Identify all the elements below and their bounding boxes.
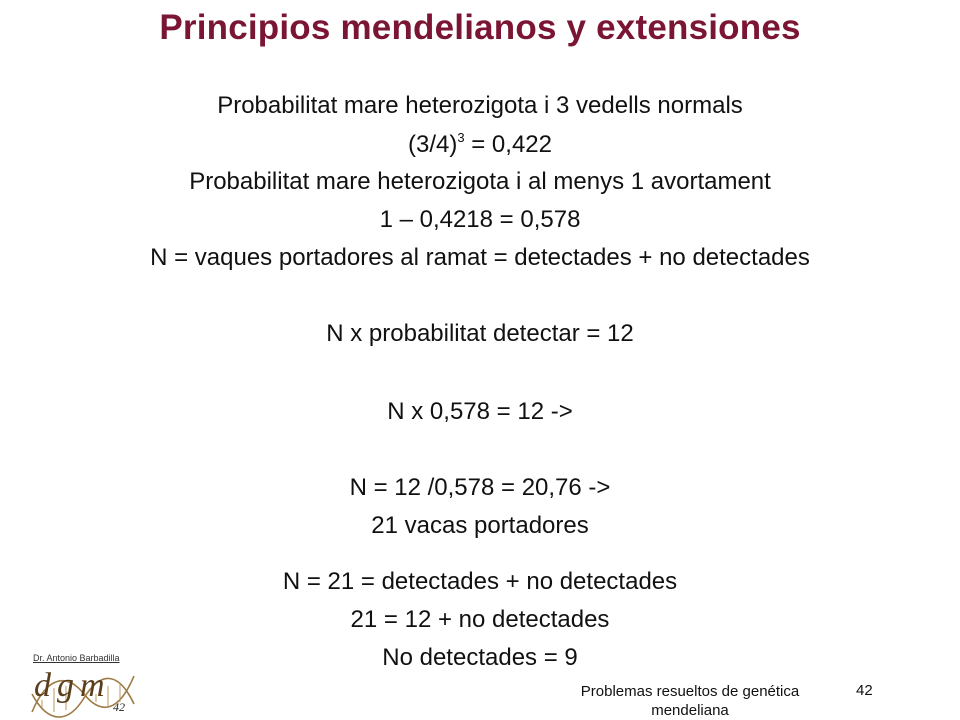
slide-title: Principios mendelianos y extensiones: [159, 8, 801, 47]
line-complement-calculation: 1 – 0,4218 = 0,578: [379, 206, 581, 233]
line-undetected-result: No detectades = 9: [382, 644, 578, 671]
line-n-times-probability: N x probabilitat detectar = 12: [326, 320, 634, 347]
line-n-equation: N x 0,578 = 12 ->: [387, 398, 573, 425]
line-n-solution: N = 12 /0,578 = 20,76 ->: [349, 474, 611, 501]
footer-course-text: Problemas resueltos de genética mendeliana: [580, 683, 800, 719]
line-substitution: 21 = 12 + no detectades: [350, 606, 610, 633]
line-carrier-count: 21 vacas portadores: [371, 512, 589, 539]
author-link[interactable]: Dr. Antonio Barbadilla: [33, 653, 120, 663]
formula-result: = 0,422: [464, 131, 552, 158]
line-definition-n: N = vaques portadores al ramat = detectades + no detectades: [150, 244, 810, 271]
formula-exponent: 3: [457, 130, 465, 145]
dgm-logo-text: dgm: [34, 667, 111, 704]
line-n-decomposition: N = 21 = detectades + no detectades: [282, 568, 678, 595]
line-probability-formula: [0, 130, 960, 159]
line-probability-abortion: Probabilitat mare heterozigota i al menys 1 avortament: [189, 168, 771, 195]
line-probability-normal-calves: Probabilitat mare heterozigota i 3 vedells normals: [217, 92, 743, 119]
page-number: 42: [856, 682, 873, 699]
logo-number: 42: [113, 700, 125, 714]
formula-base: (3/4): [407, 131, 458, 158]
